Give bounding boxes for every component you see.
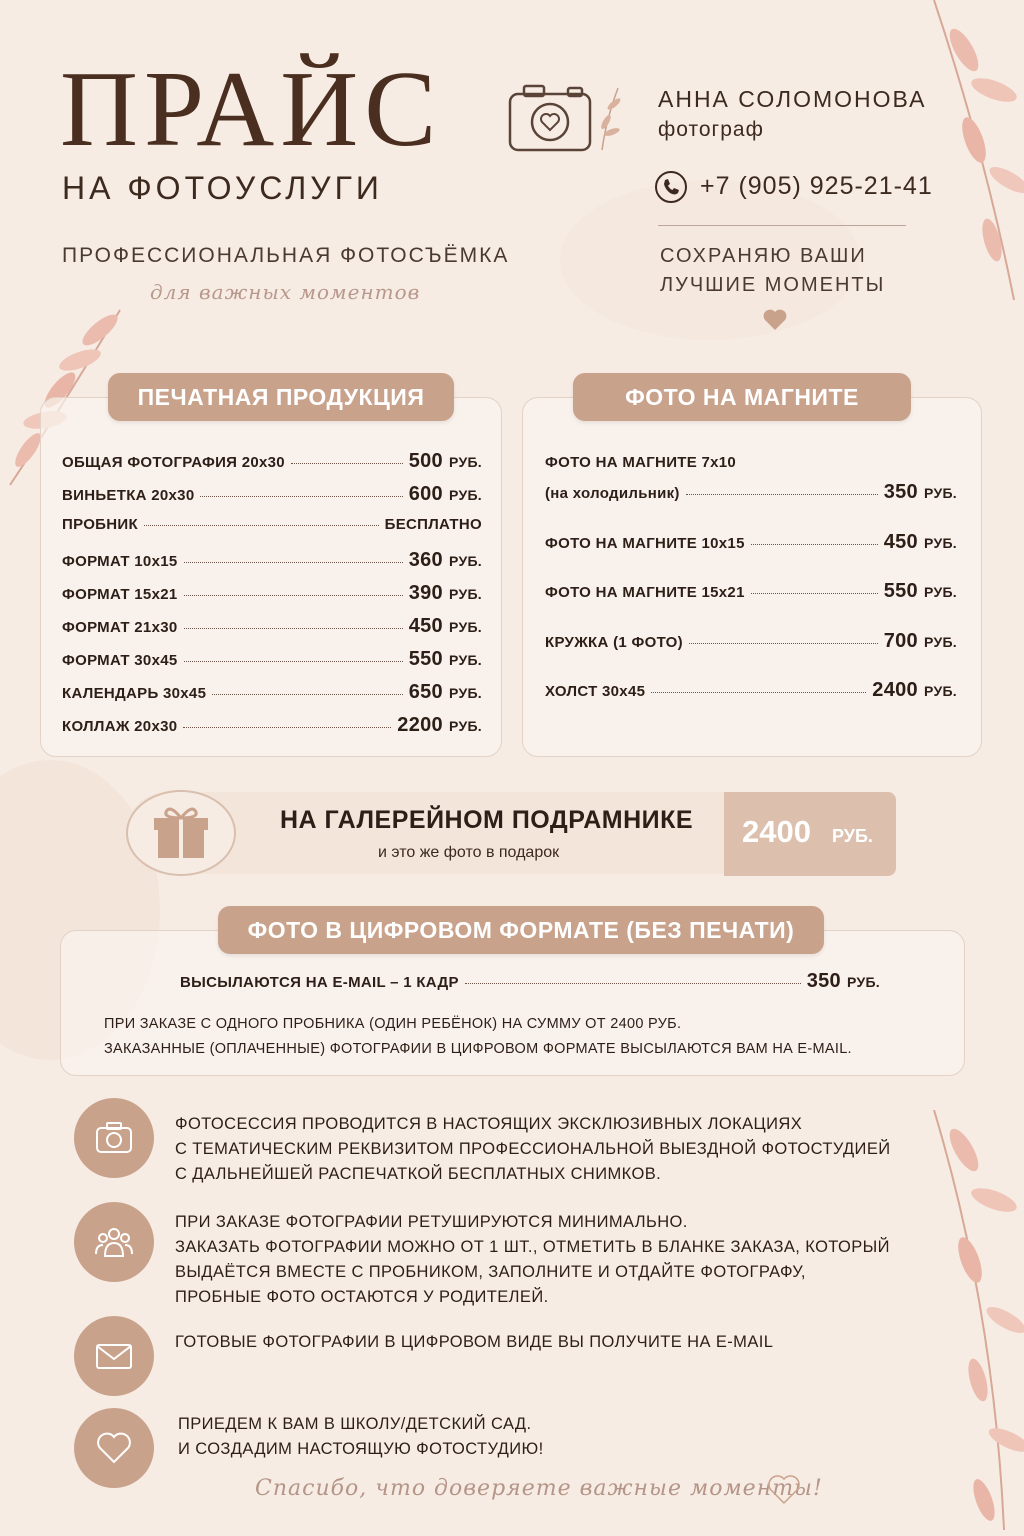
price-label: ФОРМАТ 30х45	[62, 652, 178, 669]
price-unit: РУБ.	[448, 652, 482, 668]
author-name: АННА СОЛОМОНОВА	[658, 86, 927, 112]
info-line: ПРОБНЫЕ ФОТО ОСТАЮТСЯ У РОДИТЕЛЕЙ.	[175, 1288, 549, 1306]
script-tagline: для важных моментов	[150, 280, 421, 304]
magnet-first-line: ФОТО НА МАГНИТЕ 7х10	[545, 454, 737, 471]
price-value: 700	[883, 629, 918, 652]
price-label: ВИНЬЕТКА 20х30	[62, 487, 195, 504]
dot-leader	[183, 727, 391, 728]
camera-icon	[74, 1098, 154, 1178]
price-row	[62, 681, 482, 704]
dot-leader	[751, 593, 878, 594]
heart-outline-icon	[766, 1472, 802, 1506]
price-unit: РУБ.	[448, 553, 482, 569]
price-row	[545, 679, 957, 702]
envelope-icon	[74, 1316, 154, 1396]
gift-icon	[126, 790, 236, 876]
price-label: ФОРМАТ 15х21	[62, 586, 178, 603]
price-row	[62, 483, 482, 506]
dot-leader	[184, 628, 403, 629]
price-unit: РУБ.	[448, 586, 482, 602]
price-label: ХОЛСТ 30х45	[545, 683, 646, 700]
digital-heading: ФОТО В ЦИФРОВОМ ФОРМАТЕ (БЕЗ ПЕЧАТИ)	[218, 906, 824, 954]
dot-leader	[212, 694, 402, 695]
price-unit: РУБ.	[923, 534, 957, 551]
print-heading: ПЕЧАТНАЯ ПРОДУКЦИЯ	[108, 373, 454, 421]
info-line: ПРИЕДЕМ К ВАМ В ШКОЛУ/ДЕТСКИЙ САД.	[178, 1415, 532, 1433]
price-row	[62, 714, 482, 737]
price-value: 550	[408, 648, 443, 670]
price-unit: БЕСПЛАТНО	[384, 516, 482, 533]
price-value: 360	[408, 549, 443, 571]
camera-heart-icon	[506, 80, 626, 160]
dot-leader	[686, 494, 878, 495]
page-title: ПРАЙС	[60, 50, 443, 169]
phone-number[interactable]: +7 (905) 925-21-41	[700, 172, 933, 200]
dot-leader	[184, 562, 403, 563]
leaf-branch-icon	[914, 1110, 1024, 1530]
price-row	[62, 450, 482, 473]
info-line: ПРИ ЗАКАЗЕ ФОТОГРАФИИ РЕТУШИРУЮТСЯ МИНИМАЛЬНО.	[175, 1213, 688, 1231]
price-value: 450	[408, 615, 443, 637]
price-value: 450	[883, 530, 918, 553]
info-line: ФОТОСЕССИЯ ПРОВОДИТСЯ В НАСТОЯЩИХ ЭКСКЛЮЗИВНЫХ ЛОКАЦИЯХ	[175, 1115, 803, 1133]
price-unit: РУБ.	[923, 683, 957, 699]
price-row	[62, 648, 482, 671]
info-text	[175, 1330, 773, 1355]
page-subtitle: НА ФОТОУСЛУГИ	[62, 170, 383, 206]
price-label: ПРОБНИК	[62, 516, 138, 533]
info-text	[175, 1210, 890, 1310]
gallery-subtitle: и это же фото в подарок	[378, 844, 560, 861]
price-value: 350	[883, 481, 918, 503]
heart-icon	[762, 308, 788, 332]
price-value: 500	[408, 450, 443, 472]
price-label: ФОТО НА МАГНИТЕ 15х21	[545, 584, 745, 601]
info-line: И СОЗДАДИМ НАСТОЯЩУЮ ФОТОСТУДИЮ!	[178, 1440, 544, 1458]
dot-leader	[144, 525, 379, 526]
dot-leader	[184, 595, 403, 596]
dot-leader	[689, 643, 878, 644]
price-unit: РУБ.	[923, 584, 957, 600]
price-value: 600	[408, 483, 443, 505]
price-label: ФОТО НА МАГНИТЕ 10х15	[545, 534, 745, 552]
heart-icon	[74, 1408, 154, 1488]
tagline: ПРОФЕССИОНАЛЬНАЯ ФОТОСЪЁМКА	[62, 244, 510, 267]
price-label: КОЛЛАЖ 20х30	[62, 718, 178, 735]
gallery-price: 2400	[742, 814, 811, 849]
gallery-unit: РУБ.	[832, 826, 873, 846]
price-value: 2200	[397, 714, 443, 736]
price-row	[62, 582, 482, 605]
info-line: ВЫДАЁТСЯ ВМЕСТЕ С ПРОБНИКОМ, ЗАПОЛНИТЕ И ОТДАЙТЕ ФОТОГРАФУ,	[175, 1263, 806, 1281]
info-line: С ТЕМАТИЧЕСКИМ РЕКВИЗИТОМ ПРОФЕССИОНАЛЬНОЙ ВЫЕЗДНОЙ ФОТОСТУДИЕЙ	[175, 1140, 891, 1158]
price-label: ОБЩАЯ ФОТОГРАФИЯ 20х30	[62, 454, 285, 471]
info-line: С ДАЛЬНЕЙШЕЙ РАСПЕЧАТКОЙ БЕСПЛАТНЫХ СНИМКОВ.	[175, 1165, 662, 1183]
magnet-heading: ФОТО НА МАГНИТЕ	[573, 373, 911, 421]
price-label: КАЛЕНДАРЬ 30х45	[62, 685, 207, 702]
price-row	[545, 481, 957, 504]
price-label: ФОРМАТ 21х30	[62, 619, 178, 636]
author-role: фотограф	[658, 118, 764, 141]
price-unit: РУБ.	[923, 485, 957, 501]
info-line: ЗАКАЗАТЬ ФОТОГРАФИИ МОЖНО ОТ 1 ШТ., ОТМЕТИТЬ В БЛАНКЕ ЗАКАЗА, КОТОРЫЙ	[175, 1238, 890, 1256]
digital-item: ВЫСЫЛАЮТСЯ НА E-MAIL – 1 КАДР 350 РУБ.	[180, 970, 880, 992]
price-unit: РУБ.	[448, 685, 482, 701]
dot-leader	[291, 463, 403, 464]
price-row	[545, 630, 957, 653]
price-unit: РУБ.	[448, 718, 482, 734]
dot-leader	[651, 692, 866, 693]
price-value: 550	[883, 580, 918, 602]
gallery-title: НА ГАЛЕРЕЙНОМ ПОДРАМНИКЕ	[280, 806, 694, 834]
price-row	[62, 549, 482, 572]
price-row	[62, 516, 482, 533]
motto-line: ЛУЧШИЕ МОМЕНТЫ	[660, 274, 886, 296]
magnet-panel	[522, 397, 982, 757]
price-unit: РУБ.	[448, 619, 482, 635]
leaf-branch-icon	[914, 0, 1024, 300]
divider	[658, 225, 906, 226]
price-value: 650	[408, 681, 443, 703]
info-line: ГОТОВЫЕ ФОТОГРАФИИ В ЦИФРОВОМ ВИДЕ ВЫ ПОЛУЧИТЕ НА E-MAIL	[175, 1333, 774, 1351]
price-row	[545, 580, 957, 603]
dot-leader	[751, 544, 878, 545]
price-unit: РУБ.	[448, 487, 482, 503]
price-value: 2400	[872, 679, 918, 701]
price-row	[545, 531, 957, 554]
info-text	[175, 1112, 891, 1187]
digital-note: ЗАКАЗАННЫЕ (ОПЛАЧЕННЫЕ) ФОТОГРАФИИ В ЦИФРОВОМ ФОРМАТЕ ВЫСЫЛАЮТСЯ ВАМ НА E-MAIL.	[104, 1041, 852, 1057]
price-label: КРУЖКА (1 ФОТО)	[545, 633, 683, 651]
price-label: (на холодильник)	[545, 485, 680, 502]
info-text	[178, 1412, 544, 1462]
price-label: ФОРМАТ 10х15	[62, 553, 178, 570]
dot-leader	[200, 496, 402, 497]
price-unit: РУБ.	[448, 454, 482, 470]
dot-leader	[184, 661, 403, 662]
thanks-message: Спасибо, что доверяете важные моменты!	[255, 1476, 823, 1501]
phone-icon	[654, 170, 688, 204]
price-value: 390	[408, 582, 443, 604]
motto-line: СОХРАНЯЮ ВАШИ	[660, 245, 867, 267]
motto	[660, 242, 885, 300]
price-unit: РУБ.	[923, 633, 957, 650]
people-icon	[74, 1202, 154, 1282]
digital-note: ПРИ ЗАКАЗЕ С ОДНОГО ПРОБНИКА (ОДИН РЕБЁНОК) НА СУММУ ОТ 2400 РУБ.	[104, 1016, 682, 1032]
price-row	[62, 615, 482, 638]
